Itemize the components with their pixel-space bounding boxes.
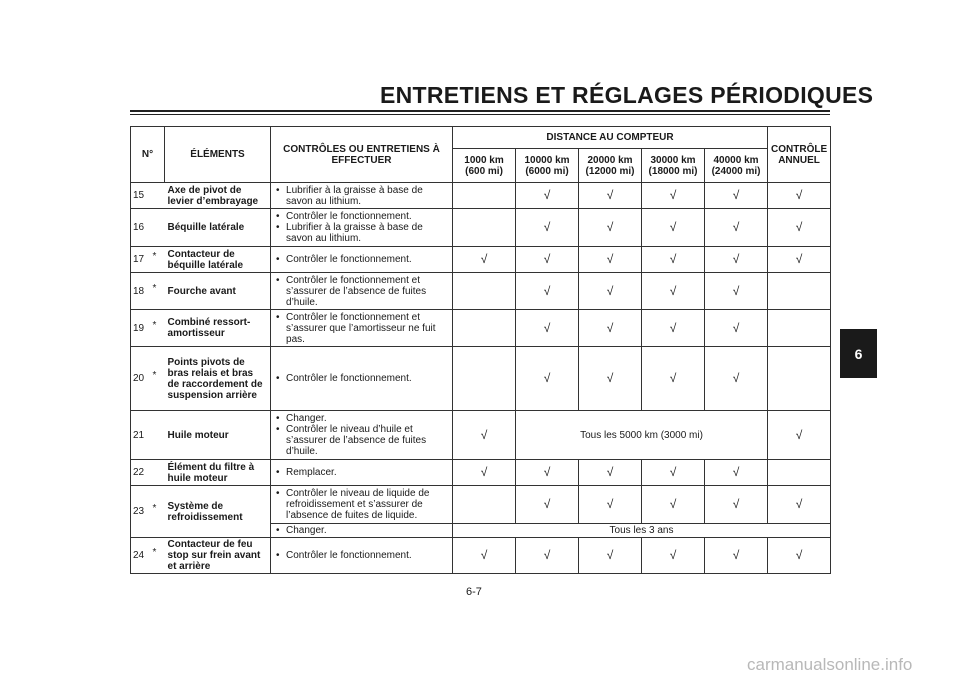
check-mark: √ [768, 183, 831, 209]
table-row [131, 183, 831, 209]
action-item: • Contrôler le fonctionnement et s’assurer que l’amortisseur ne fuit pas. [274, 312, 449, 345]
check-mark: √ [642, 273, 705, 310]
check-mark: √ [705, 273, 768, 310]
check-mark: √ [705, 183, 768, 209]
check-mark: √ [705, 310, 768, 347]
check-mark: √ [705, 209, 768, 247]
check-mark: √ [642, 486, 705, 524]
element-name: Fourche avant [165, 273, 271, 310]
action-item: • Lubrifier à la graisse à base de savon au lithium. [274, 185, 449, 207]
check-mark: √ [516, 247, 579, 273]
check-mark: √ [768, 486, 831, 524]
actions-cell [271, 209, 453, 247]
check-mark [453, 486, 516, 524]
actions-list [274, 488, 449, 521]
action-item: • Contrôler le fonctionnement. [274, 254, 449, 265]
actions-cell [271, 273, 453, 310]
km-value: 1000 km [464, 154, 504, 166]
km-value: 30000 km [650, 154, 696, 166]
km-value: 20000 km [587, 154, 633, 166]
check-mark: √ [705, 347, 768, 411]
action-item: • Changer. [274, 525, 449, 536]
asterisk-marker: * [153, 247, 165, 273]
row-number: 23 [131, 486, 153, 538]
action-item: • Contrôler le fonctionnement. [274, 550, 449, 561]
actions-cell [271, 347, 453, 411]
km-value: 10000 km [524, 154, 570, 166]
row-number: 15 [131, 183, 153, 209]
title-rule-thin [130, 114, 830, 115]
element-name: Points pivots de bras relais et bras de raccordement de suspension arrière [165, 347, 271, 411]
element-name: Axe de pivot de levier d’embrayage [165, 183, 271, 209]
actions-list [274, 467, 449, 478]
check-mark: √ [705, 460, 768, 486]
table-row [131, 460, 831, 486]
asterisk-marker [153, 209, 165, 247]
asterisk-marker: * [153, 273, 165, 310]
mi-value: (600 mi) [465, 165, 503, 177]
check-mark: √ [705, 247, 768, 273]
asterisk-marker: * [153, 347, 165, 411]
check-mark: √ [642, 247, 705, 273]
asterisk-marker: * [153, 486, 165, 538]
element-name: Contacteur de béquille latérale [165, 247, 271, 273]
header-km-4 [705, 149, 768, 183]
check-mark [768, 347, 831, 411]
watermark: carmanualsonline.info [747, 655, 913, 674]
chapter-tab[interactable]: 6 [840, 329, 877, 378]
table-row [131, 486, 831, 524]
action-item: • Lubrifier à la graisse à base de savon au lithium. [274, 222, 449, 244]
action-item: • Changer. [274, 413, 449, 424]
table-row [131, 209, 831, 247]
row-number: 22 [131, 460, 153, 486]
header-km-2 [579, 149, 642, 183]
check-mark [768, 310, 831, 347]
actions-cell [271, 524, 453, 538]
interval-text: Tous les 3 ans [453, 524, 831, 538]
actions-list [274, 185, 449, 207]
check-mark: √ [705, 486, 768, 524]
actions-list [274, 373, 449, 384]
table-row [131, 347, 831, 411]
actions-cell [271, 183, 453, 209]
check-mark: √ [453, 538, 516, 574]
check-mark: √ [516, 486, 579, 524]
action-item: • Contrôler le fonctionnement. [274, 211, 449, 222]
actions-cell [271, 411, 453, 460]
table-row [131, 247, 831, 273]
row-number: 19 [131, 310, 153, 347]
check-mark: √ [516, 460, 579, 486]
check-mark: √ [642, 310, 705, 347]
check-mark: √ [768, 411, 831, 460]
element-name: Système de refroidissement [165, 486, 271, 538]
interval-text: Tous les 5000 km (3000 mi) [516, 411, 768, 460]
actions-list [274, 525, 449, 536]
header-distance: DISTANCE AU COMPTEUR [453, 127, 768, 149]
maintenance-table [130, 126, 831, 574]
check-mark: √ [579, 310, 642, 347]
check-mark: √ [579, 460, 642, 486]
asterisk-marker: * [153, 310, 165, 347]
actions-list [274, 254, 449, 265]
check-mark: √ [768, 247, 831, 273]
check-mark [453, 183, 516, 209]
row-number: 20 [131, 347, 153, 411]
actions-list [274, 550, 449, 561]
row-number: 21 [131, 411, 153, 460]
page-number: 6-7 [466, 586, 482, 598]
mi-value: (6000 mi) [525, 165, 569, 177]
check-mark: √ [705, 538, 768, 574]
mi-value: (18000 mi) [648, 165, 698, 177]
header-km-0 [453, 149, 516, 183]
row-number: 16 [131, 209, 153, 247]
check-mark: √ [642, 460, 705, 486]
row-number: 17 [131, 247, 153, 273]
actions-cell [271, 247, 453, 273]
check-mark: √ [579, 273, 642, 310]
element-name: Combiné ressort-amortisseur [165, 310, 271, 347]
title-rule [130, 110, 830, 112]
asterisk-marker [153, 460, 165, 486]
check-mark: √ [579, 347, 642, 411]
page-title: ENTRETIENS ET RÉGLAGES PÉRIODIQUES [380, 82, 874, 108]
check-mark [453, 310, 516, 347]
km-value: 40000 km [713, 154, 759, 166]
check-mark: √ [579, 209, 642, 247]
action-item: • Remplacer. [274, 467, 449, 478]
check-mark [453, 209, 516, 247]
check-mark: √ [516, 209, 579, 247]
actions-cell [271, 486, 453, 524]
check-mark: √ [579, 538, 642, 574]
actions-list [274, 211, 449, 244]
check-mark: √ [516, 273, 579, 310]
actions-list [274, 413, 449, 457]
header-annual: CONTRÔLE ANNUEL [768, 127, 831, 183]
actions-list [274, 275, 449, 308]
actions-cell [271, 310, 453, 347]
check-mark: √ [516, 347, 579, 411]
check-mark: √ [642, 183, 705, 209]
table-row [131, 538, 831, 574]
mi-value: (24000 mi) [711, 165, 761, 177]
header-elements: ÉLÉMENTS [165, 127, 271, 183]
actions-cell [271, 460, 453, 486]
header-no: N° [131, 127, 165, 183]
table-row [131, 310, 831, 347]
table-row [131, 411, 831, 460]
mi-value: (12000 mi) [585, 165, 635, 177]
element-name: Béquille latérale [165, 209, 271, 247]
element-name: Huile moteur [165, 411, 271, 460]
check-mark: √ [579, 247, 642, 273]
asterisk-marker [153, 183, 165, 209]
asterisk-marker: * [153, 538, 165, 574]
action-item: • Contrôler le fonctionnement. [274, 373, 449, 384]
row-number: 24 [131, 538, 153, 574]
check-mark: √ [453, 247, 516, 273]
check-mark: √ [768, 538, 831, 574]
check-mark: √ [579, 183, 642, 209]
element-name: Contacteur de feu stop sur frein avant et arrière [165, 538, 271, 574]
actions-list [274, 312, 449, 345]
check-mark: √ [579, 486, 642, 524]
header-actions: CONTRÔLES OU ENTRETIENS À EFFECTUER [271, 127, 453, 183]
check-mark: √ [453, 460, 516, 486]
action-item: • Contrôler le fonctionnement et s’assurer de l’absence de fuites d’huile. [274, 275, 449, 308]
check-mark: √ [453, 411, 516, 460]
check-mark: √ [642, 347, 705, 411]
check-mark [768, 460, 831, 486]
check-mark [453, 347, 516, 411]
check-mark: √ [516, 310, 579, 347]
action-item: • Contrôler le niveau de liquide de refroidissement et s’assurer de l’absence de fuites de liquide. [274, 488, 449, 521]
check-mark: √ [768, 209, 831, 247]
table-row [131, 273, 831, 310]
header-km-3 [642, 149, 705, 183]
check-mark: √ [642, 538, 705, 574]
row-number: 18 [131, 273, 153, 310]
asterisk-marker [153, 411, 165, 460]
check-mark: √ [516, 183, 579, 209]
element-name: Élément du filtre à huile moteur [165, 460, 271, 486]
actions-cell [271, 538, 453, 574]
check-mark [453, 273, 516, 310]
check-mark: √ [642, 209, 705, 247]
header-km-1 [516, 149, 579, 183]
check-mark [768, 273, 831, 310]
check-mark: √ [516, 538, 579, 574]
action-item: • Contrôler le niveau d’huile et s’assurer de l’absence de fuites d’huile. [274, 424, 449, 457]
